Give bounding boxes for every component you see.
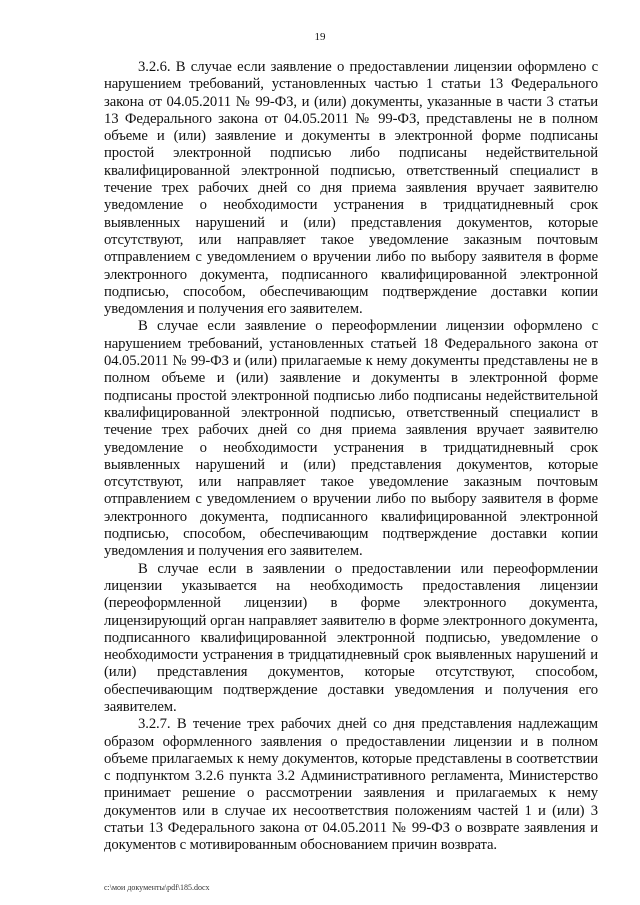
- paragraph-electronic-license: В случае если в заявлении о предоставлении или переоформлении лицензии указывается на необходимость предоставления лицензии (переоформленной лицензии) в форме электронного документа, лицензирующий орган направляет заявителю в форме электронного документа, подписанного квалифицированной электронной подписью, уведомление о необходимости устранения в тридцатидневный срок выявленных нарушений и (или) представления документов, которые отсутствуют, способом, обеспечивающим подтверждение доставки уведомления и получения его заявителем.: [104, 560, 598, 715]
- paragraph-3-2-7: 3.2.7. В течение трех рабочих дней со дня представления надлежащим образом оформленного заявления о предоставлении лицензии и в полном объеме прилагаемых к нему документов, которые представлены в соответствии с подпунктом 3.2.6 пункта 3.2 Административного регламента, Министерство принимает решение о рассмотрении заявления и прилагаемых к нему документов или в случае их несоответствия положениям частей 1 и (или) 3 статьи 13 Федерального закона от 04.05.2011 № 99-ФЗ о возврате заявления и документов с мотивированным обоснованием причин возврата.: [104, 716, 598, 854]
- document-body: [104, 59, 598, 855]
- page-number: 19: [314, 31, 326, 43]
- paragraph-reissue-violations: В случае если заявление о переоформлении лицензии оформлено с нарушением требований, установленных статьей 18 Федерального закона от 04.05.2011 № 99-ФЗ и (или) прилагаемые к нему документы представлены не в полном объеме и (или) заявление и документы в электронной форме подписаны простой электронной подписью либо подписаны недействительной квалифицированной электронной подписью, ответственный специалист в течение трех рабочих дней со дня приема заявления вручает заявителю уведомление о необходимости устранения в тридцатидневный срок выявленных нарушений и (или) представления документов, которые отсутствуют, или направляет такое уведомление заказным почтовым отправлением с уведомлением о вручении либо по выбору заявителя в форме электронного документа, подписанного квалифицированной электронной подписью, способом, обеспечивающим подтверждение доставки копии уведомления и получения его заявителем.: [104, 318, 598, 560]
- paragraph-3-2-6: 3.2.6. В случае если заявление о предоставлении лицензии оформлено с нарушением требований, установленных частью 1 статьи 13 Федерального закона от 04.05.2011 № 99-ФЗ, и (или) документы, указанные в части 3 статьи 13 Федерального закона от 04.05.2011 № 99-ФЗ, представлены не в полном объеме и (или) заявление и документы в электронной форме подписаны простой электронной подписью либо подписаны недействительной квалифицированной электронной подписью, ответственный специалист в течение трех рабочих дней со дня приема заявления вручает заявителю уведомление о необходимости устранения в тридцатидневный срок выявленных нарушений и (или) представления документов, которые отсутствуют, или направляет такое уведомление заказным почтовым отправлением с уведомлением о вручении либо по выбору заявителя в форме электронного документа, подписанного квалифицированной электронной подписью, способом, обеспечивающим подтверждение доставки копии уведомления и получения его заявителем.: [104, 59, 598, 318]
- footer-file-path: c:\мои документы\pdf\185.docx: [104, 883, 210, 892]
